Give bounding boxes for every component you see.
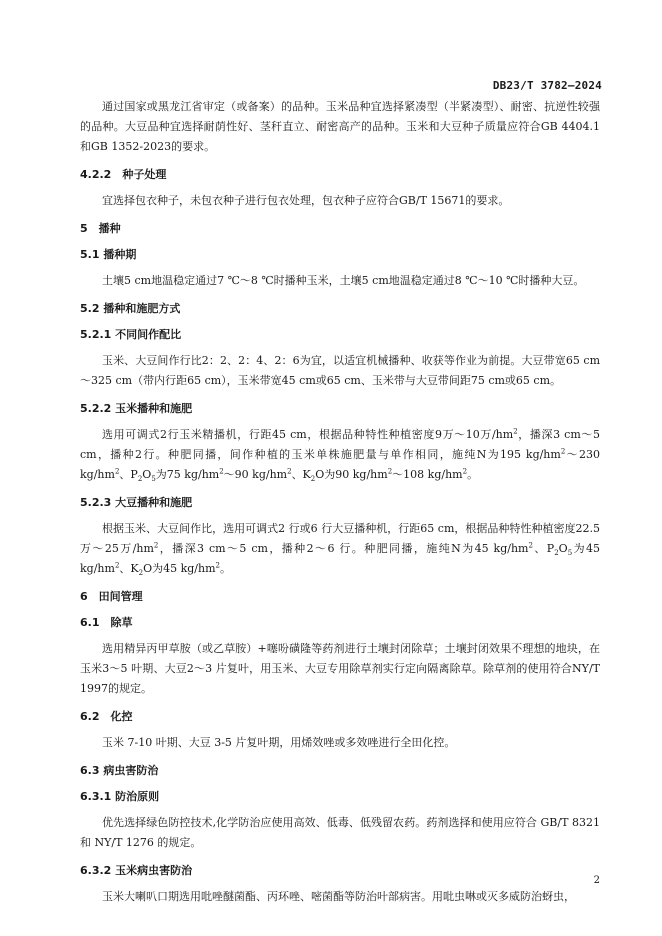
heading-4-2-2: 4.2.2 种子处理 (80, 168, 167, 181)
paragraph-6-3-2: 玉米大喇叭口期选用吡唑醚菌酯、丙环唑、嘧菌酯等防治叶部病害。用吡虫啉或灭多威防治蚜虫， (102, 890, 575, 903)
paragraph-5-1: 土壤5 cm地温稳定通过7 ℃～8 ℃时播种玉米，土壤5 cm地温稳定通过8 ℃～10 ℃时播种大豆。 (102, 274, 585, 287)
heading-6-3-1: 6.3.1 防治原则 (80, 790, 160, 803)
heading-6-3-2: 6.3.2 玉米病虫害防治 (80, 864, 193, 877)
heading-5-2-2: 5.2.2 玉米播种和施肥 (80, 402, 193, 415)
paragraph-6-1: 选用精异丙甲草胺（或乙草胺）+噻吩磺隆等药剂进行土壤封闭除草；土壤封闭效果不理想的地块，在玉米3～5 叶期、大豆2～3 片复叶，用玉米、大豆专用除草剂实行定向隔离除草。除草剂的使用符合NY/T 1997的规定。 (80, 642, 600, 695)
paragraph-5-2-3: 根据玉米、大豆间作比，选用可调式2 行或6 行大豆播种机，行距65 cm，根据品种特性种植密度22.5万～25万$/hm^2$，播深3 cm～5 cm，播种2～6 行。种肥同播，施纯N为45 $kg/hm^2$、$P_2O_5$为45 $kg/hm^2$、$K_2O$为45 $kg/hm^2$。 (80, 522, 600, 578)
document-code: DB23/T 3782—2024 (492, 79, 602, 92)
paragraph-4-2-2: 宜选择包衣种子，未包衣种子进行包衣处理，包衣种子应符合GB/T 15671的要求。 (102, 194, 510, 207)
heading-6: 6 田间管理 (80, 590, 143, 603)
paragraph-5-2-2: 选用可调式2行玉米精播机，行距45 cm，根据品种特性种植密度9万～10万$/hm^2$，播深3 cm～5 cm，播种2行。种肥同播，间作种植的玉米单株施肥量与单作相同，施纯N为195 $kg/hm^2\sim 230$ $kg/hm^2$、$P_2O_5$为75 $kg/hm^2\sim 90$ $kg/hm^2$、$K_2O$为90 $kg/hm^2\sim 108$ $kg/hm^2$。 (80, 427, 600, 484)
page-number: 2 (593, 875, 600, 886)
heading-5-1: 5.1 播种期 (80, 248, 137, 261)
heading-5-2: 5.2 播种和施肥方式 (80, 302, 181, 315)
document-body (80, 97, 600, 907)
heading-5: 5 播种 (80, 222, 121, 235)
paragraph-5-2-1: 玉米、大豆间作行比2：2、2：4、2：6为宜，以适宜机械播种、收获等作业为前提。大豆带宽65 cm～325 cm（带内行距65 cm），玉米带宽45 cm或65 cm、玉米带与大豆带间距75 cm或65 cm。 (80, 354, 600, 387)
paragraph-6-3-1: 优先选择绿色防控技术,化学防治应使用高效、低毒、低残留农药。药剂选择和使用应符合 GB/T 8321和 NY/T 1276 的规定。 (80, 816, 600, 849)
heading-5-2-3: 5.2.3 大豆播种和施肥 (80, 496, 193, 509)
heading-6-1: 6.1 除草 (80, 616, 133, 629)
heading-5-2-1: 5.2.1 不同间作配比 (80, 328, 182, 341)
paragraph-intro: 通过国家或黑龙江省审定（或备案）的品种。玉米品种宜选择紧凑型（半紧凑型）、耐密、抗逆性较强的品种。大豆品种宜选择耐荫性好、茎秆直立、耐密高产的品种。玉米和大豆种子质量应符合GB 4404.1和GB 1352-2023的要求。 (80, 100, 600, 153)
paragraph-6-2: 玉米 7-10 叶期、大豆 3-5 片复叶期，用烯效唑或多效唑进行全田化控。 (102, 736, 456, 749)
heading-6-3: 6.3 病虫害防治 (80, 764, 159, 777)
heading-6-2: 6.2 化控 (80, 710, 133, 723)
